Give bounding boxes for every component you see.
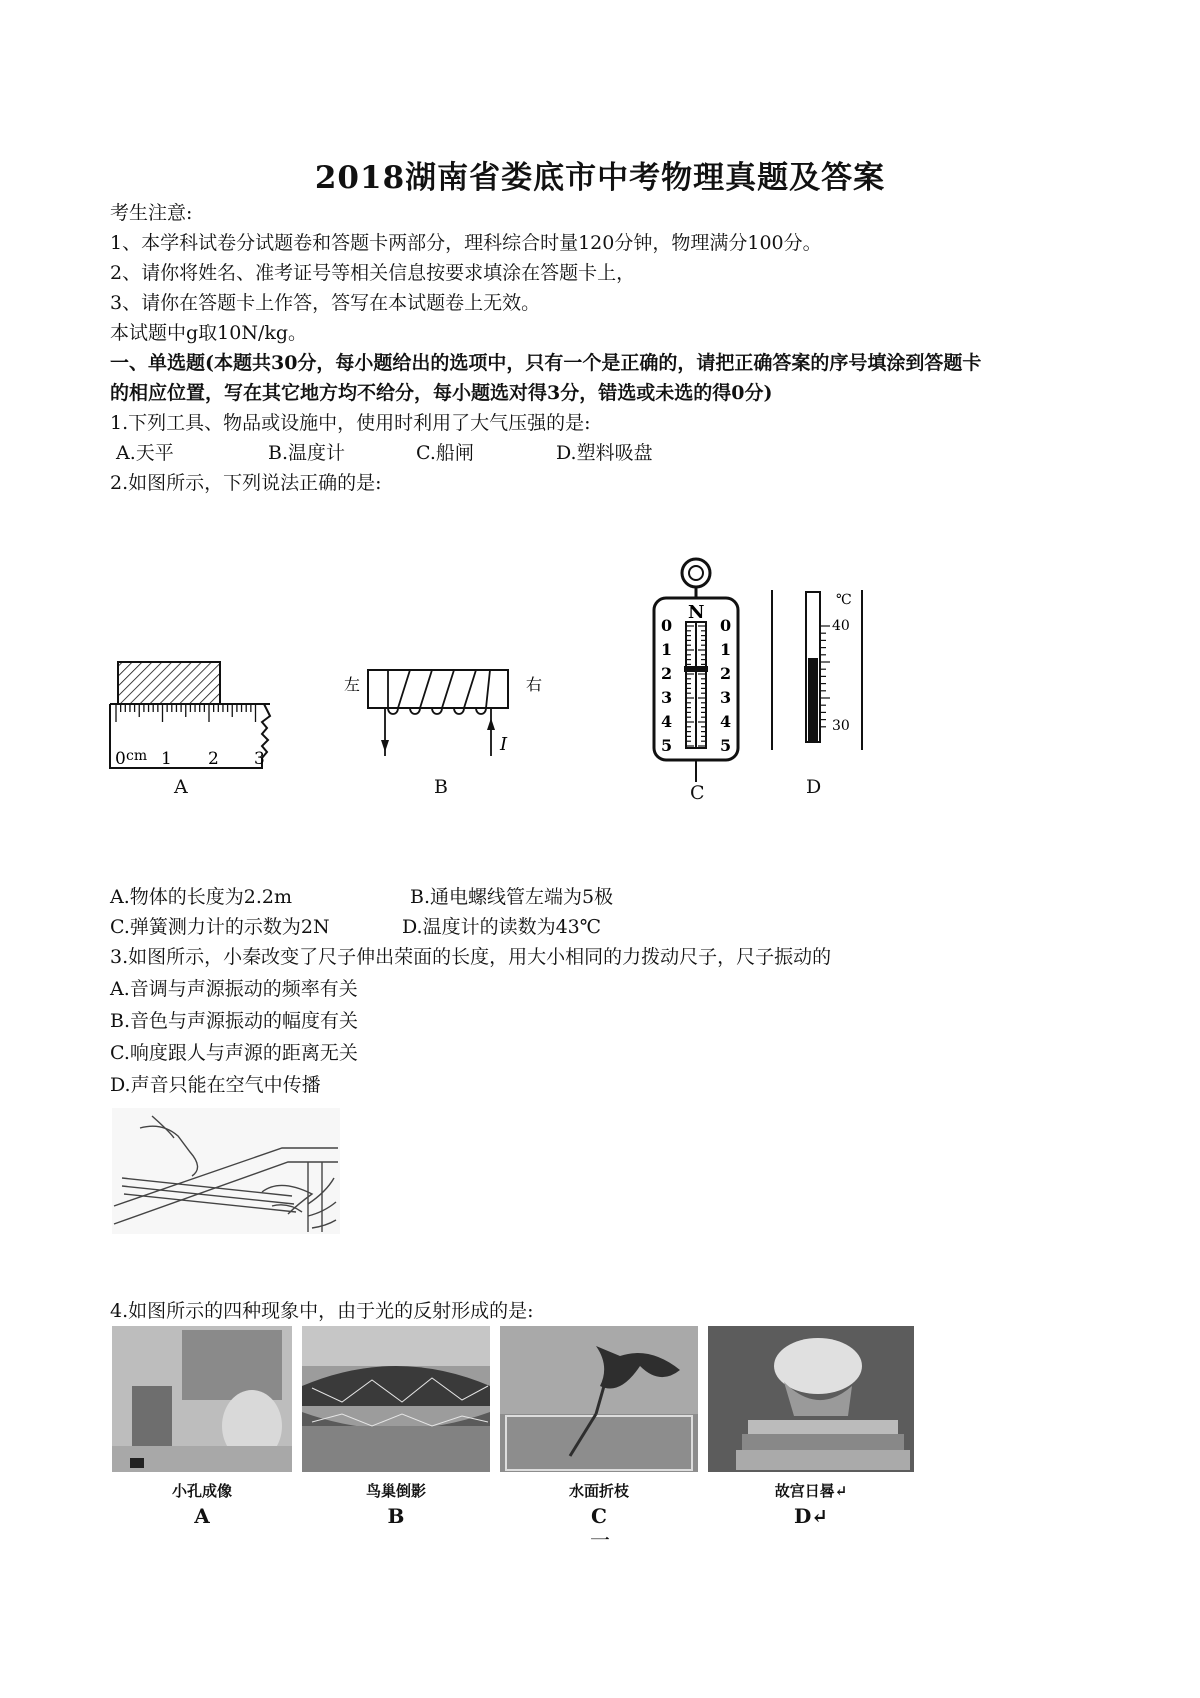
fig-label-a: A (174, 776, 188, 798)
scale-left-1: 1 (661, 640, 673, 659)
notice-item-1: 1、本学科试卷分试题卷和答题卡两部分，理科综合时量120分钟，物理满分100分。 (110, 232, 822, 254)
scale-left-0: 0 (661, 616, 673, 635)
photo-letter-a: A (194, 1504, 210, 1528)
q3-stem: 3.如图所示，小秦改变了尺子伸出荣面的长度，用大小相同的力拨动尺子，尺子振动的 (110, 946, 832, 968)
photo-caption-d: 故宫日晷↵ (774, 1482, 848, 1500)
solenoid-figure (340, 660, 550, 770)
scale-left-4: 4 (661, 712, 673, 731)
ruler-unit: cm (126, 748, 148, 764)
q1-option-c: C.船闸 (416, 442, 474, 464)
photo-letter-b: B (387, 1504, 405, 1528)
coil-left-label: 左 (344, 675, 361, 694)
current-label: I (500, 734, 508, 755)
photo-letter-c: C (591, 1504, 607, 1528)
photo-birds-nest (302, 1326, 490, 1472)
thermometer-figure (770, 586, 870, 752)
scale-right-4: 4 (720, 712, 732, 731)
notice-heading: 考生注意: (110, 202, 193, 224)
q2-option-b: B.通电螺线管左端为5极 (410, 886, 614, 908)
photo-pinhole (112, 1326, 292, 1472)
ruler-vibration-sketch (112, 1108, 340, 1234)
q3-option-c: C.响度跟人与声源的距离无关 (110, 1042, 358, 1064)
q2-option-c: C.弹簧测力计的示数为2N (110, 916, 330, 938)
scale-left-2: 2 (661, 664, 673, 683)
spring-scale-figure (648, 556, 744, 784)
q1-option-a: A.天平 (116, 442, 174, 464)
q2-stem: 2.如图所示，下列说法正确的是: (110, 472, 382, 494)
scale-unit: N (688, 602, 705, 623)
notice-item-2: 2、请你将姓名、准考证号等相关信息按要求填涂在答题卡上， (110, 262, 636, 284)
scale-right-5: 5 (720, 736, 732, 755)
scale-right-1: 1 (720, 640, 732, 659)
q2-option-d: D.温度计的读数为43℃ (402, 916, 602, 938)
q1-option-b: B.温度计 (268, 442, 346, 464)
scale-right-0: 0 (720, 616, 732, 635)
ruler-tick-1: 1 (161, 749, 172, 769)
photo-sundial (708, 1326, 914, 1472)
q1-stem: 1.下列工具、物品或设施中，使用时利用了大气压强的是: (110, 412, 591, 434)
q3-option-a: A.音调与声源振动的频率有关 (110, 978, 358, 1000)
section-heading-line1: 一、单选题(本题共30分，每小题给出的选项中，只有一个是正确的，请把正确答案的序号填涂到答题卡 (110, 352, 982, 374)
photo-bent-branch (500, 1326, 698, 1472)
ruler-tick-2: 2 (208, 749, 219, 769)
photo-caption-c: 水面折枝 (568, 1482, 629, 1500)
coil-right-label: 右 (526, 675, 543, 694)
q1-option-d: D.塑料吸盘 (556, 442, 653, 464)
scale-left-5: 5 (661, 736, 673, 755)
photo-letter-d: D↵ (793, 1504, 829, 1528)
q2-option-a: A.物体的长度为2.2m (110, 886, 292, 908)
ruler-figure (104, 660, 274, 770)
block (118, 662, 220, 704)
photo-caption-a: 小孔成像 (171, 1482, 232, 1500)
thermo-lower: 30 (832, 718, 850, 734)
scale-right-2: 2 (720, 664, 732, 683)
q3-option-b: B.音色与声源振动的幅度有关 (110, 1010, 359, 1032)
notice-item-3: 3、请你在答题卡上作答，答写在本试题卷上无效。 (110, 292, 541, 314)
scale-right-3: 3 (720, 688, 732, 707)
fig-label-b: B (434, 776, 448, 798)
page-number: 一 (590, 1528, 610, 1552)
q3-option-d: D.声音只能在空气中传播 (110, 1074, 321, 1096)
thermo-unit: ℃ (836, 592, 852, 608)
thermo-upper: 40 (832, 618, 850, 634)
fig-label-d: D (806, 776, 822, 798)
fig-label-c: C (690, 782, 705, 804)
ruler-tick-0: 0 (115, 749, 126, 769)
photo-caption-b: 鸟巢倒影 (365, 1482, 426, 1500)
g-note: 本试题中g取10N/kg。 (110, 322, 308, 344)
ruler-tick-3: 3 (254, 749, 265, 769)
q4-stem: 4.如图所示的四种现象中，由于光的反射形成的是: (110, 1300, 534, 1322)
section-heading-line2: 的相应位置，写在其它地方均不给分，每小题选对得3分，错选或未选的得0分) (110, 382, 773, 404)
page-title: 2018湖南省娄底市中考物理真题及答案 (314, 160, 886, 196)
scale-left-3: 3 (661, 688, 673, 707)
